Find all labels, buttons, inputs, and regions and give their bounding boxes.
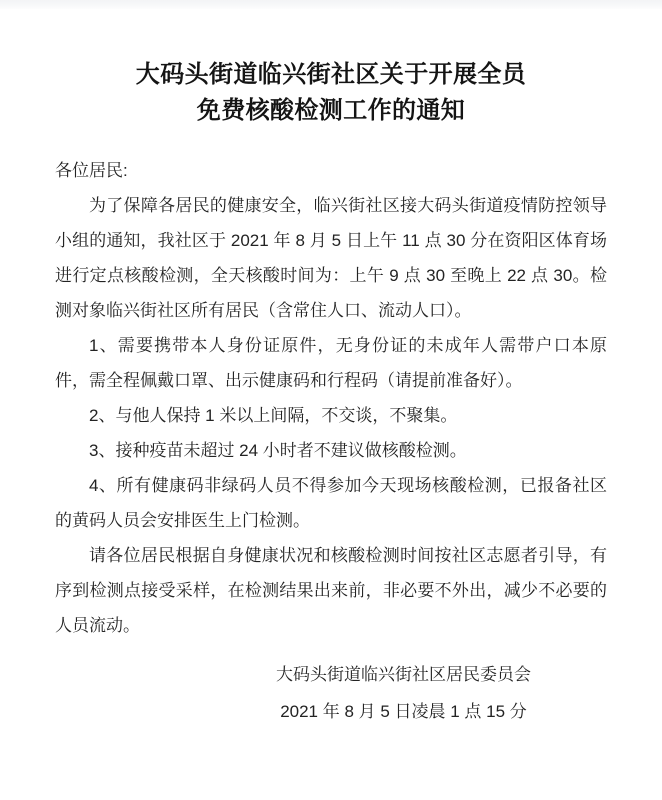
notice-item-2: 2、与他人保持 1 米以上间隔，不交谈，不聚集。 [89, 406, 458, 425]
notice-item-3: 3、接种疫苗未超过 24 小时者不建议做核酸检测。 [89, 441, 467, 460]
notice-item-1: 1、需要携带本人身份证原件，无身份证的未成年人需带户口本原件，需全程佩戴口罩、出示健康码和行程码（请提前准备好）。 [55, 336, 607, 390]
salutation: 各位居民: [55, 161, 128, 180]
signature-issuer: 大码头街道临兴街社区居民委员会 [276, 665, 531, 684]
signature-date: 2021 年 8 月 5 日凌晨 1 点 15 分 [280, 702, 527, 721]
page-title-line-1: 大码头街道临兴街社区关于开展全员 [135, 61, 527, 88]
notice-body [55, 153, 607, 643]
body-paragraph-intro: 为了保障各居民的健康安全，临兴街社区接大码头街道疫情防控领导小组的通知，我社区于 2021 年 8 月 5 日上午 11 点 30 分在资阳区体育场进行定点核酸检测，全天核酸时间为：上午 9 点 30 至晚上 22 点 30。检测对象临兴街社区所有居民（含常住人口、流动人口）。 [55, 196, 607, 320]
notice-item-4: 4、所有健康码非绿码人员不得参加今天现场核酸检测，已报备社区的黄码人员会安排医生上门检测。 [55, 476, 607, 530]
page-title [55, 0, 607, 129]
page-title-line-2: 免费核酸检测工作的通知 [196, 97, 466, 124]
body-paragraph-closing: 请各位居民根据自身健康状况和核酸检测时间按社区志愿者引导，有序到检测点接受采样，在检测结果出来前，非必要不外出，减少不必要的人员流动。 [55, 546, 607, 635]
signature-block [55, 656, 607, 730]
